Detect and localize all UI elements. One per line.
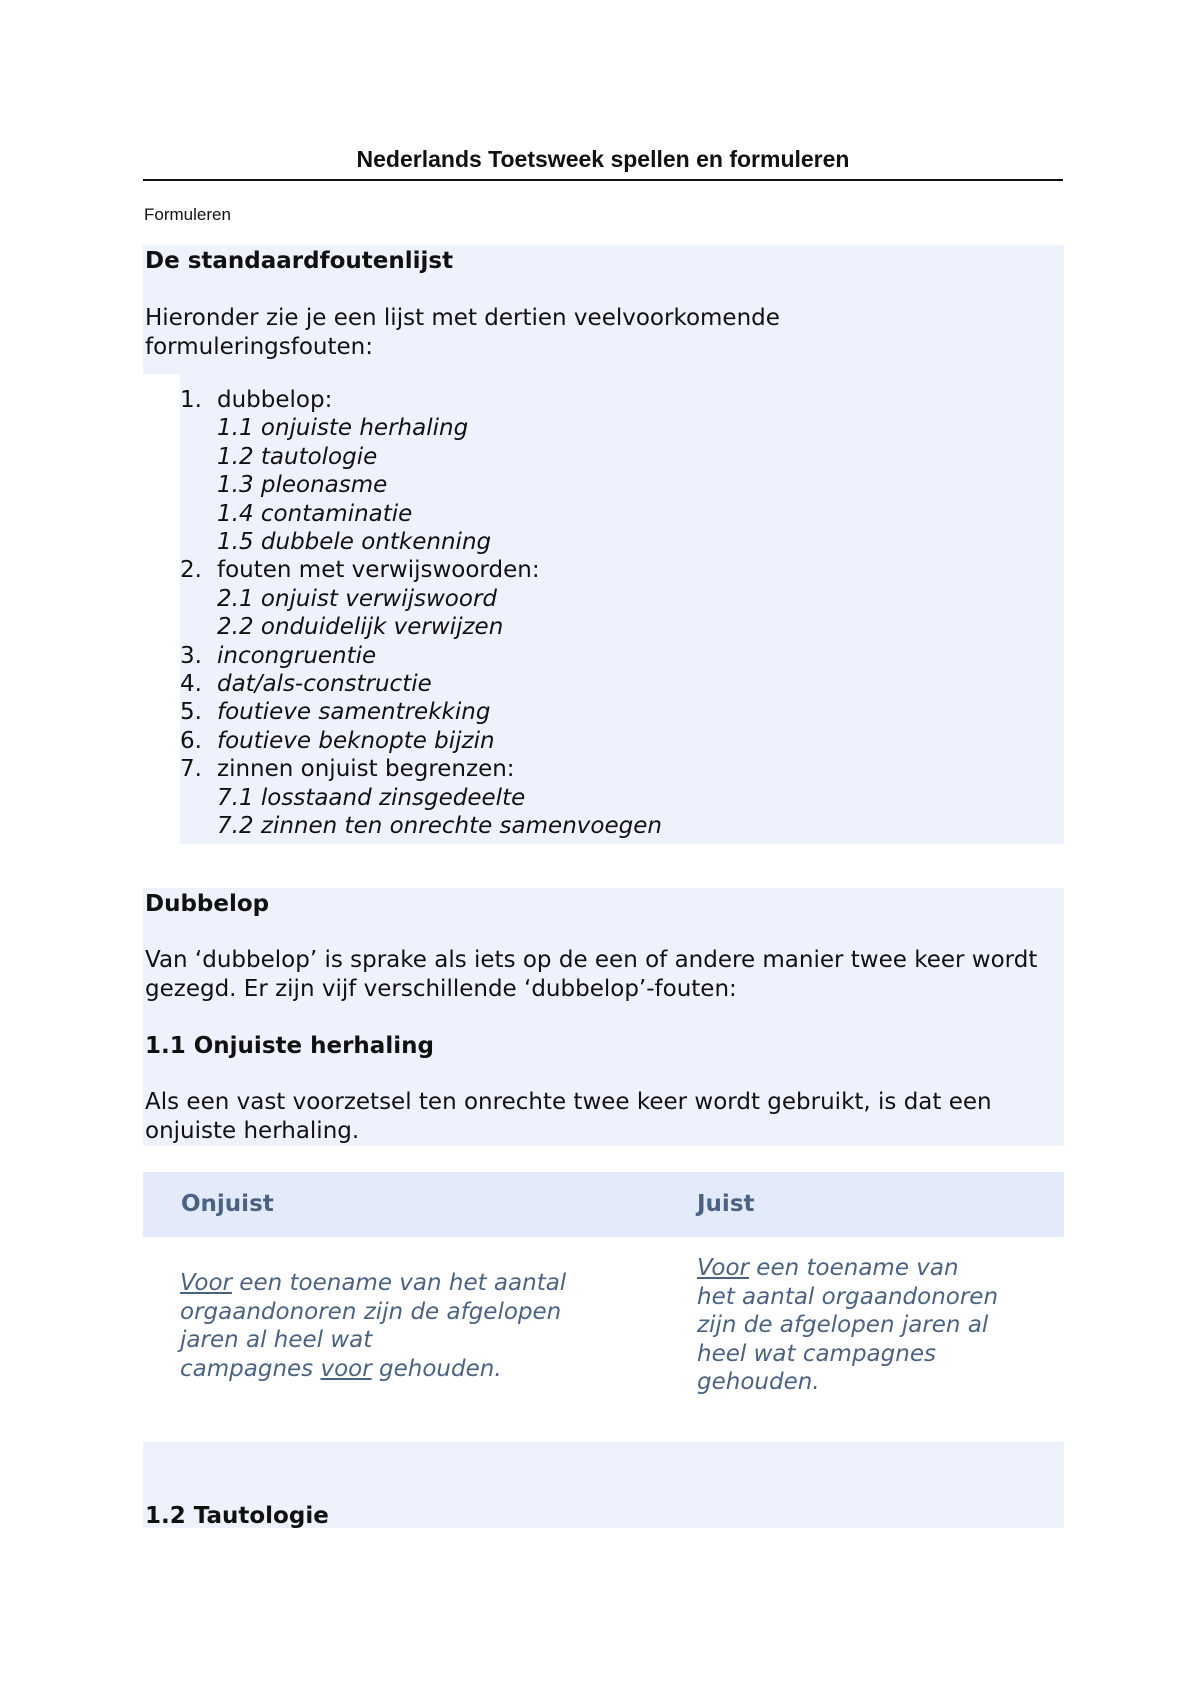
list-number: 7. (180, 756, 202, 783)
list-number: 4. (180, 671, 202, 698)
tautologie-heading: 1.2 Tautologie (145, 1503, 329, 1529)
list-item-label: foutieve samentrekking (217, 699, 491, 726)
list-sub-item: 7.2 zinnen ten onrechte samenvoegen (217, 813, 662, 840)
list-sub-item: 1.3 pleonasme (217, 472, 388, 499)
error-list (180, 386, 662, 841)
list-item-label: zinnen onjuist begrenzen: (217, 756, 515, 783)
example-right-cell: Voor een toename van het aantal orgaandonoren zijn de afgelopen jaren al heel wat campagnes gehouden. (697, 1255, 999, 1395)
highlighted-word: voor (320, 1355, 372, 1382)
list-item-label: foutieve beknopte bijzin (217, 727, 495, 754)
example-table-header (143, 1172, 1064, 1237)
page-subtitle: Formuleren (144, 205, 231, 224)
highlighted-word: Voor (697, 1255, 749, 1281)
intro-text: Hieronder zie je een lijst met dertien veelvoorkomende formuleringsfouten: (145, 305, 780, 360)
column-header-juist: Juist (697, 1191, 755, 1217)
list-sub-item: 1.1 onjuiste herhaling (217, 415, 469, 442)
list-item (180, 670, 662, 698)
list-sub-item: 1.4 contaminatie (217, 500, 413, 527)
dubbelop-text: Van ‘dubbelop’ is sprake als iets op de een of andere manier twee keer wordt gezegd. Er zijn vijf verschillende ‘dubbelop’-fouten: (145, 947, 1038, 1002)
list-number: 3. (180, 642, 202, 669)
list-sub-item: 2.1 onjuist verwijswoord (217, 585, 498, 612)
column-header-onjuist: Onjuist (181, 1191, 274, 1217)
list-number: 2. (180, 557, 202, 584)
list-item (180, 642, 662, 670)
highlighted-word: Voor (180, 1270, 232, 1296)
list-sub-item: 1.5 dubbele ontkenning (217, 529, 492, 556)
list-item (180, 556, 662, 641)
onjuiste-herhaling-text: Als een vast voorzetsel ten onrechte twee keer wordt gebruikt, is dat een onjuiste herhaling. (145, 1089, 992, 1144)
intro-heading: De standaardfoutenlijst (145, 248, 454, 274)
list-number: 6. (180, 727, 202, 754)
list-sub-item: 2.2 onduidelijk verwijzen (217, 614, 504, 641)
list-item-label: dat/als-constructie (217, 671, 432, 698)
list-item (180, 386, 662, 556)
page-title: Nederlands Toetsweek spellen en formuleren (356, 146, 850, 172)
list-sub-item: 1.2 tautologie (217, 443, 378, 470)
dubbelop-heading: Dubbelop (145, 891, 270, 917)
list-item-label: dubbelop: (217, 387, 333, 413)
list-number: 1. (180, 387, 202, 413)
list-item (180, 698, 662, 726)
list-sub-item: 7.1 losstaand zinsgedeelte (217, 784, 526, 811)
list-item-label: incongruentie (217, 642, 377, 669)
list-item (180, 755, 662, 840)
example-wrong-cell: Voor een toename van het aantal orgaandonoren zijn de afgelopen jaren al heel wat campagnes voor gehouden. (180, 1270, 567, 1382)
title-rule (143, 179, 1063, 181)
onjuiste-herhaling-heading: 1.1 Onjuiste herhaling (145, 1033, 434, 1059)
list-number: 5. (180, 699, 202, 726)
list-item (180, 727, 662, 755)
list-item-label: fouten met verwijswoorden: (217, 557, 540, 584)
